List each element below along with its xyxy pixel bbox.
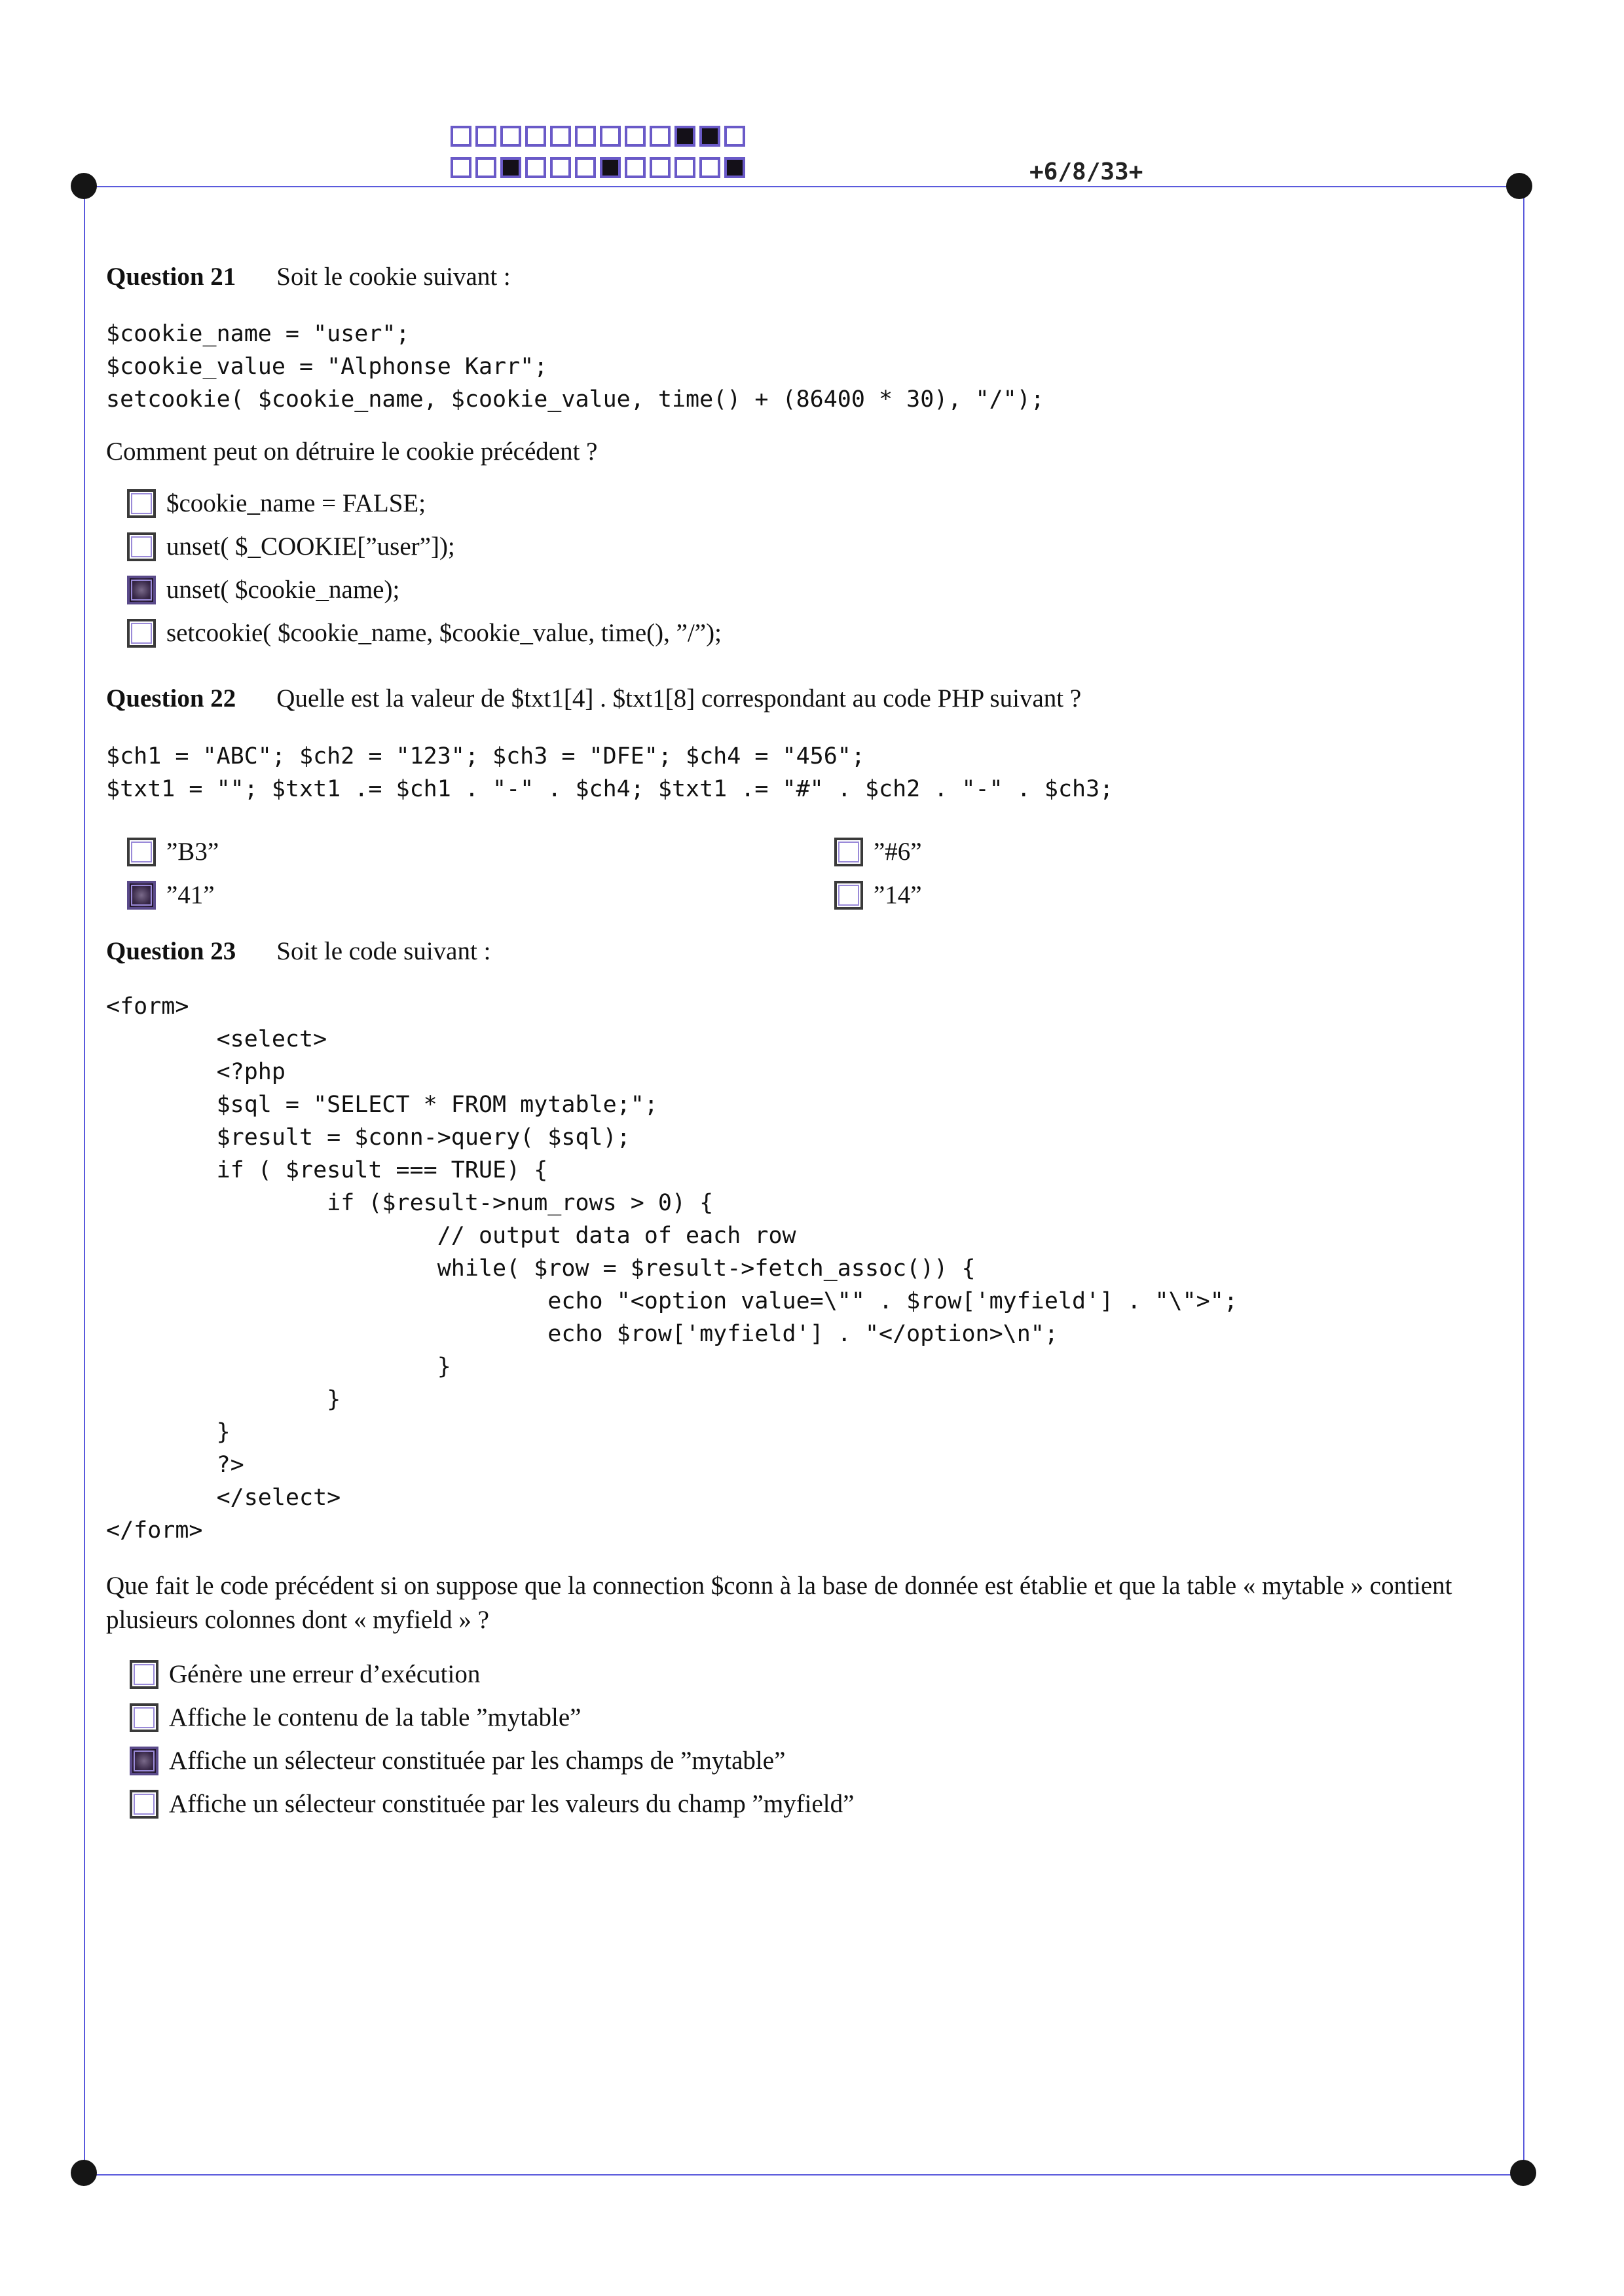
- checkbox[interactable]: [834, 881, 863, 910]
- checkbox[interactable]: [127, 619, 156, 648]
- checkbox-checked[interactable]: [130, 1747, 158, 1775]
- registration-mark-top-right: [1506, 173, 1532, 199]
- question-21-question: Comment peut on détruire le cookie précédent ?: [106, 437, 598, 466]
- code-cell-empty: [550, 126, 571, 147]
- checkbox[interactable]: [127, 532, 156, 561]
- q23-option-1[interactable]: [130, 1659, 480, 1689]
- code-cell-empty: [500, 126, 521, 147]
- code-cell-empty: [475, 126, 496, 147]
- question-23-code: <form> <select> <?php $sql = "SELECT * FROM mytable;"; $result = $conn->query( $sql); if ( $result === TRUE) { if ($result->num_rows > 0) { // output data of each row while( $row = $result->fetch_assoc()) { echo "<option value=\"" . $row['myfield'] . "\">"; echo $row['myfield'] . "</option>\n"; } } } ?> </select> </form>: [106, 993, 1238, 1544]
- checkbox-checked[interactable]: [127, 881, 156, 910]
- q23-option-3-label: Affiche un sélecteur constituée par les champs de ”mytable”: [169, 1747, 786, 1775]
- q21-option-4[interactable]: [127, 618, 722, 648]
- q22-option-4-label: ”14”: [874, 881, 922, 909]
- registration-mark-bottom-left: [71, 2160, 97, 2186]
- code-cell-empty: [650, 126, 671, 147]
- q22-option-2[interactable]: [834, 837, 922, 866]
- q22-option-1[interactable]: [127, 837, 219, 866]
- question-23-question: Que fait le code précédent si on suppose que la connection $conn à la base de donnée est établie et que la table « mytable » contient plusieurs colonnes dont « myfield » ?: [106, 1572, 1452, 1634]
- code-cell-empty: [451, 157, 471, 178]
- question-22-code: $ch1 = "ABC"; $ch2 = "123"; $ch3 = "DFE"; $ch4 = "456"; $txt1 = ""; $txt1 .= $ch1 . "-" . $ch4; $txt1 .= "#" . $ch2 . "-" . $ch3;: [106, 743, 1114, 802]
- q23-option-1-label: Génère une erreur d’exécution: [169, 1660, 481, 1688]
- code-cell-empty: [525, 126, 546, 147]
- q23-option-4-label: Affiche un sélecteur constituée par les valeurs du champ ”myfield”: [169, 1790, 855, 1818]
- code-cell-empty: [475, 157, 496, 178]
- checkbox[interactable]: [130, 1790, 158, 1819]
- code-cell-empty: [674, 157, 695, 178]
- question-21-label: Question 21: [106, 263, 236, 291]
- page-code-row-1: [451, 126, 745, 147]
- question-21-prompt: Soit le cookie suivant :: [276, 263, 511, 291]
- q22-option-3[interactable]: [127, 880, 215, 910]
- page-code-row-2: [451, 157, 745, 178]
- checkbox-checked[interactable]: [127, 576, 156, 604]
- question-22-header: [106, 684, 1081, 713]
- q23-option-3[interactable]: [130, 1746, 785, 1775]
- q21-option-1[interactable]: [127, 489, 426, 518]
- code-cell-empty: [575, 157, 596, 178]
- question-21-header: [106, 262, 511, 291]
- checkbox[interactable]: [127, 838, 156, 866]
- code-cell-empty: [724, 126, 745, 147]
- question-21-code: $cookie_name = "user"; $cookie_value = "Alphonse Karr"; setcookie( $cookie_name, $cookie_value, time() + (86400 * 30), "/");: [106, 321, 1044, 413]
- q21-option-3-label: unset( $cookie_name);: [166, 576, 400, 604]
- code-cell-empty: [550, 157, 571, 178]
- code-cell-filled: [500, 157, 521, 178]
- code-cell-empty: [625, 157, 646, 178]
- q21-option-2[interactable]: [127, 532, 455, 561]
- q22-option-2-label: ”#6”: [874, 838, 922, 866]
- code-cell-filled: [699, 126, 720, 147]
- q22-option-1-label: ”B3”: [166, 838, 219, 866]
- page-identifier: +6/8/33+: [1029, 158, 1143, 185]
- q23-option-2-label: Affiche le contenu de la table ”mytable”: [169, 1703, 581, 1731]
- q21-option-1-label: $cookie_name = FALSE;: [166, 489, 426, 517]
- code-cell-filled: [724, 157, 745, 178]
- q21-option-4-label: setcookie( $cookie_name, $cookie_value, time(), ”/”);: [166, 619, 722, 647]
- code-cell-filled: [600, 157, 621, 178]
- checkbox[interactable]: [130, 1660, 158, 1689]
- code-cell-empty: [699, 157, 720, 178]
- checkbox[interactable]: [127, 489, 156, 518]
- registration-mark-top-left: [71, 173, 97, 199]
- registration-mark-bottom-right: [1510, 2160, 1536, 2186]
- q23-option-2[interactable]: [130, 1703, 581, 1732]
- code-cell-empty: [451, 126, 471, 147]
- q22-option-4[interactable]: [834, 880, 922, 910]
- code-cell-empty: [650, 157, 671, 178]
- code-cell-empty: [525, 157, 546, 178]
- question-23-label: Question 23: [106, 937, 236, 965]
- q23-option-4[interactable]: [130, 1789, 854, 1819]
- checkbox[interactable]: [834, 838, 863, 866]
- q22-option-3-label: ”41”: [166, 881, 215, 909]
- code-cell-empty: [575, 126, 596, 147]
- checkbox[interactable]: [130, 1703, 158, 1732]
- code-cell-filled: [674, 126, 695, 147]
- question-22-label: Question 22: [106, 684, 236, 713]
- code-cell-empty: [625, 126, 646, 147]
- code-cell-empty: [600, 126, 621, 147]
- question-23-header: [106, 936, 490, 966]
- question-22-prompt: Quelle est la valeur de $txt1[4] . $txt1[8] correspondant au code PHP suivant ?: [276, 684, 1082, 713]
- q21-option-2-label: unset( $_COOKIE[”user”]);: [166, 532, 455, 561]
- question-23-prompt: Soit le code suivant :: [276, 937, 491, 965]
- q21-option-3[interactable]: [127, 575, 399, 604]
